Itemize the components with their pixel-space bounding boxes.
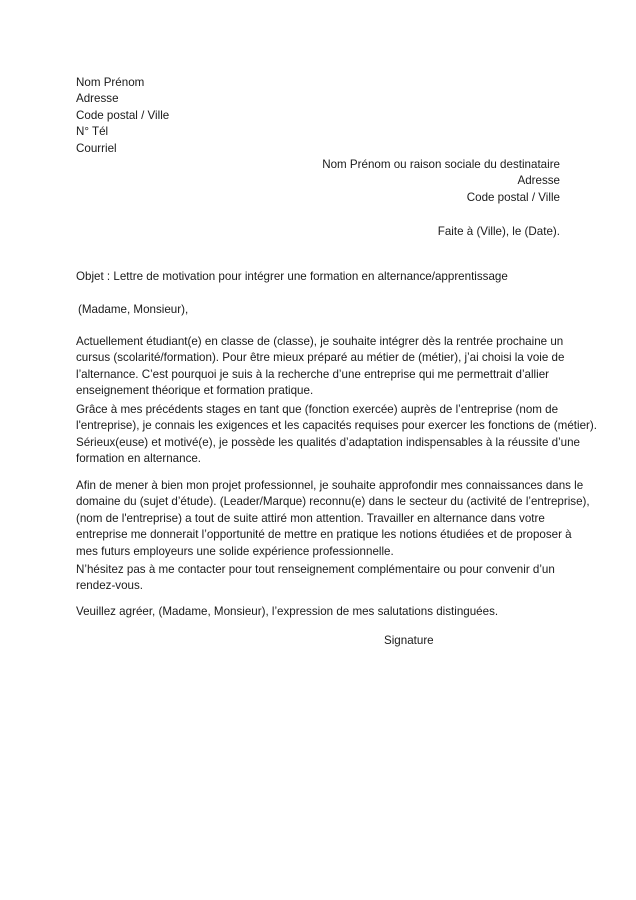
paragraph-intro xyxy=(76,334,566,400)
paragraph-contact xyxy=(76,562,566,595)
paragraph-line: formation en alternance. xyxy=(76,452,202,466)
salutation: (Madame, Monsieur), xyxy=(78,303,189,316)
paragraph-line: l'entreprise), je connais les exigences et les capacités requises pour exercer les fonctions de (métier). xyxy=(76,419,597,433)
paragraph-line: enseignement théorique et formation pratique. xyxy=(76,384,314,398)
sender-address: Adresse xyxy=(76,92,119,106)
paragraph-line: Actuellement étudiant(e) en classe de (classe), je souhaite intégrer dès la rentrée prochaine un xyxy=(76,335,564,348)
recipient-name: Nom Prénom ou raison sociale du destinataire xyxy=(322,158,560,171)
sender-block xyxy=(76,75,169,157)
sender-postal-city: Code postal / Ville xyxy=(76,108,170,122)
sender-name: Nom Prénom xyxy=(76,76,145,89)
recipient-address: Adresse xyxy=(517,174,560,188)
paragraph-line: Sérieux(euse) et motivé(e), je possède les qualités d’adaptation indispensables à la réussite d’une xyxy=(76,435,580,449)
signature: Signature xyxy=(384,634,434,647)
paragraph-line: entreprise me donnerait l’opportunité de mettre en pratique les notions étudiées et de proposer à xyxy=(76,528,572,542)
paragraph-line: rendez-vous. xyxy=(76,579,144,593)
paragraph-line: N’hésitez pas à me contacter pour tout renseignement complémentaire ou pour convenir d’un xyxy=(76,563,555,576)
date-place: Faite à (Ville), le (Date). xyxy=(437,225,560,238)
paragraph-project xyxy=(76,478,590,560)
paragraph-line: mes futurs employeurs une solide expérience professionnelle. xyxy=(76,544,394,558)
letter-subject: Objet : Lettre de motivation pour intégrer une formation en alternance/apprentissage xyxy=(76,270,508,283)
paragraph-line: Afin de mener à bien mon projet professionnel, je souhaite approfondir mes connaissances dans le xyxy=(76,479,584,492)
paragraph-line: Veuillez agréer, (Madame, Monsieur), l’expression de mes salutations distinguées. xyxy=(76,605,499,618)
paragraph-line: domaine du (sujet d’étude). (Leader/Marque) reconnu(e) dans le secteur du (activité de l’entreprise), xyxy=(76,495,590,509)
paragraph-line: cursus (scolarité/formation). Pour être mieux préparé au métier de (métier), j’ai choisi la voie de xyxy=(76,351,565,365)
paragraph-line: Grâce à mes précédents stages en tant que (fonction exercée) auprès de l’entreprise (nom de xyxy=(76,403,559,416)
recipient-block xyxy=(322,157,560,206)
recipient-postal-city: Code postal / Ville xyxy=(466,190,560,204)
paragraph-closing xyxy=(76,604,566,620)
paragraph-line: l’alternance. C’est pourquoi je suis à la recherche d’une entreprise qui me permettrait d’allier xyxy=(76,367,550,381)
paragraph-experience xyxy=(76,402,597,468)
sender-phone: N° Tél xyxy=(76,125,109,139)
paragraph-line: (nom de l'entreprise) a tout de suite attiré mon attention. Travailler en alternance dans votre xyxy=(76,511,545,525)
sender-email: Courriel xyxy=(76,141,117,155)
